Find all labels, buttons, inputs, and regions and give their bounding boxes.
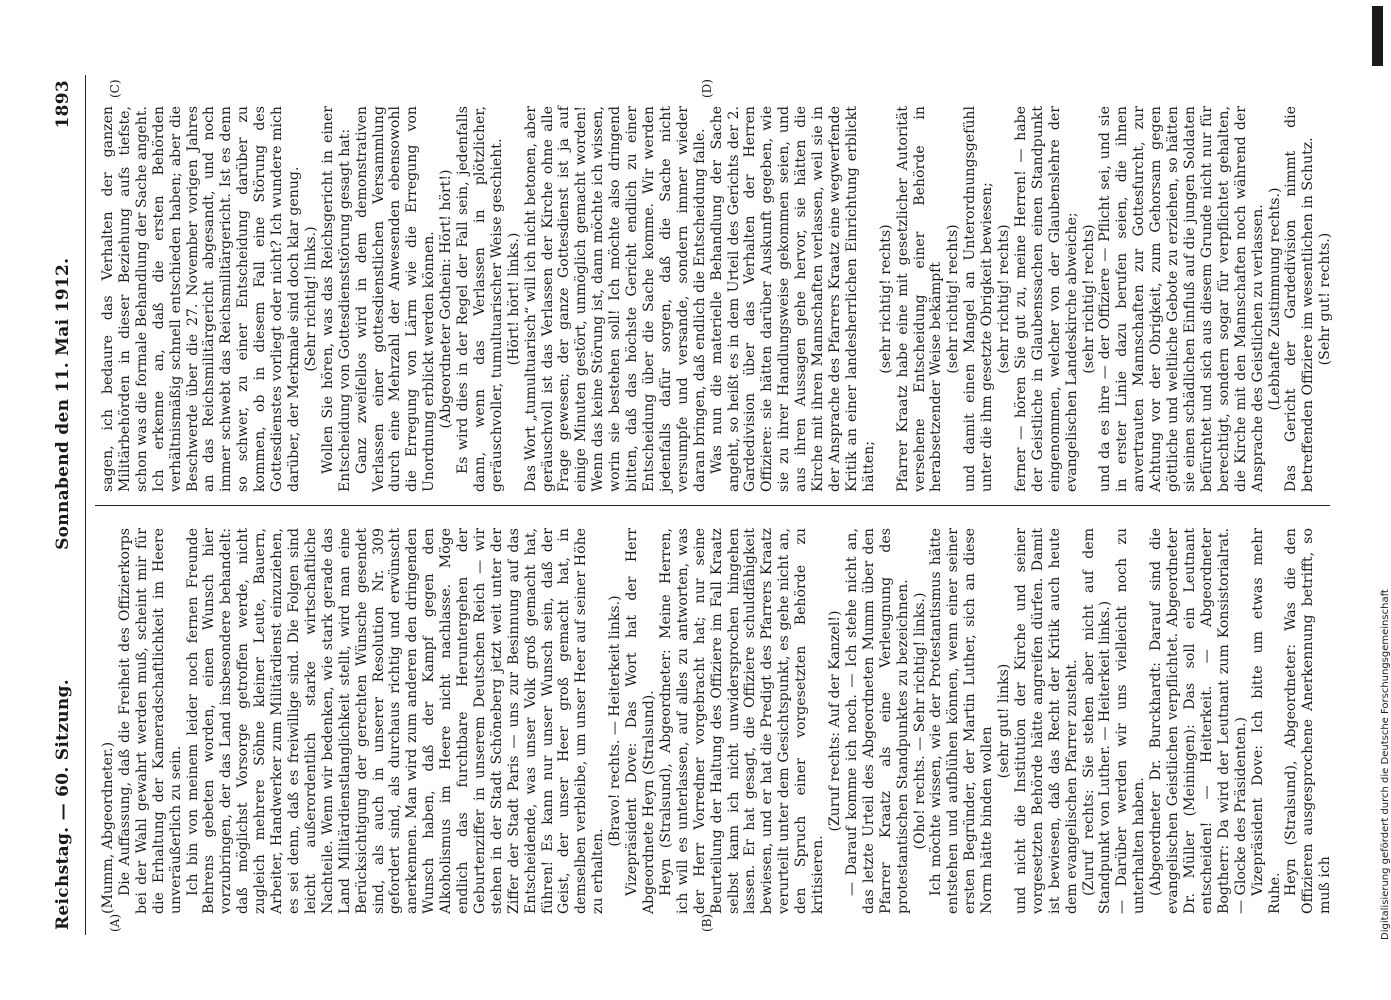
paragraph: und nicht die Institution der Kirche und seiner vorgesetzten Behörde hätte angreifen dürfen. Damit ist bewiesen, daß das Recht der Kritik auch heute dem evangelischen Pfarrer zusteht. bbox=[1012, 528, 1080, 914]
paragraph: Heyn (Stralsund), Abgeordneter: Meine Herren, ich will es unterlassen, auf alles zu antworten, was der Herr Vorredner vorgebracht hat; nur seine Beurteilung der Haltung des Offiziere im Fall Kraatz selbst kann ich nicht unwidersprochen hingehen lassen. Er hat gesagt, die Offiziere schuldfähigkeit bewiesen, und er hat die Predigt des Pfarrers Kraatz verurteilt unter dem Gesichtspunkt, es gehe nicht an, den Spruch einer vorgesetzten Behörde zu kritisieren. bbox=[657, 528, 827, 914]
header-rule bbox=[85, 75, 86, 935]
interjection: (sehr richtig! rechts) bbox=[877, 224, 894, 374]
interjection: (Abgeordneter Dr. Burckhardt: Darauf sind die evangelischen Geistlichen verpflichtet. Abgeordneter Dr. Müller (Meiningen): Das soll ein Leutnant entscheiden! — Heiterkeit. — Abgeordneter Bogtherr: Da wird der Leutnant zum Konsistorialrat. — Glocke des Präsidenten.) bbox=[1148, 528, 1249, 914]
dfg-logo: DFG bbox=[1372, 6, 1383, 66]
paragraph: Heyn (Stralsund), Abgeordneter: Was die den Offizieren ausgesprochene Anerkennung betrifft, so muß ich bbox=[1283, 528, 1334, 914]
paragraph: — Darüber werden wir uns vielleicht noch zu unterhalten haben. bbox=[1114, 528, 1148, 914]
margin-letter-c: (C) bbox=[108, 79, 122, 98]
right-column bbox=[100, 106, 1334, 492]
paragraph: (Mumm, Abgeordneter.) bbox=[100, 741, 116, 914]
paragraph: Vizepräsident Dove: Ich bitte um etwas mehr Ruhe. bbox=[1249, 528, 1283, 914]
paragraph: Ich möchte wissen, wie der Protestantismus hätte entstehen und aufblühen können, wenn einer seiner ersten Begründer, der Martin Luther, sich an diese Norm hätte binden wollen bbox=[928, 528, 996, 914]
column-rule bbox=[95, 505, 1330, 506]
interjection: (Oho! rechts. — Sehr richtig! links.) bbox=[911, 592, 928, 850]
page-header bbox=[48, 80, 78, 930]
interjection: (sehr richtig! rechts) bbox=[996, 224, 1013, 374]
interjection: (Sehr richtig! links.) bbox=[302, 226, 319, 372]
paragraph: und da es ihre — der Offiziere — Pflicht sei, und sie in erster Linie dazu berufen seien, die ihnen anvertrauten Mannschaften zur Gottesfurcht, zur Achtung vor der Obrigkeit, zum Gehorsam gegen göttliche und weltliche Gebote zu erziehen, so hätten sie einen schädlichen Einfluß auf die jungen Soldaten befürchtet und sich aus diesem Grunde nicht nur für berechtigt, sondern sogar für verpflichtet gehalten, die Kirche mit den Mannschaften noch während der Ansprache des Geistlichen zu verlassen. bbox=[1097, 106, 1266, 492]
header-left: Reichstag. — 60. Sitzung. bbox=[53, 679, 73, 930]
paragraph: ferner — hören Sie gut zu, meine Herren! — habe der Geistliche in Glaubenssachen einen Standpunkt eingenommen, welcher von der Glaubenslehre der evangelischen Landeskirche abweiche; bbox=[1012, 106, 1080, 492]
header-center: Sonnabend den 11. Mai 1912. bbox=[53, 257, 73, 550]
page-number: 1893 bbox=[53, 80, 73, 129]
margin-letter-a: (A) bbox=[108, 913, 122, 932]
paragraph: Die Auffassung, daß die Freiheit des Offizierkorps bei der Wahl gewahrt werden muß, scheint mir für die Erhaltung der Kameradschaftlichkeit im Heere unveräußerlich zu sein. bbox=[116, 528, 184, 914]
interjection: (sehr richtig! rechts) bbox=[945, 224, 962, 374]
paragraph: Was nun die materielle Behandlung der Sache angeht, so heißt es in dem Urteil des Gerichts der 2. Gardedivision über das Verhalten der Herren Offiziere: sie hätten darüber Auskunft gegeben, wie sie zu ihrer Handlungsweise gekommen seien, und aus ihren Aussagen gehe hervor, sie hätten die Kirche mit ihren Mannschaften verlassen, weil sie in der Ansprache des Pfarrers Kraatz eine wegwerfende Kritik an einer landesherrlichen Einrichtung erblickt hätten; bbox=[708, 106, 877, 492]
interjection: (Bravo! rechts. — Heiterkeit links.) bbox=[607, 595, 624, 847]
interjection: (Abgeordneter Gothein: Hört! hört!) bbox=[438, 169, 455, 429]
paragraph: Wollen Sie hören, was das Reichsgericht in einer Entscheidung von Gottesdienststörung gesagt hat: bbox=[319, 106, 353, 492]
margin-letter-d: (D) bbox=[700, 79, 714, 98]
paragraph: — Darauf komme ich noch. — Ich stehe nicht an, das letzte Urteil des Abgeordneten Mumm über den Pfarrer Kraatz als eine Verleugnung des protestantischen Standpunktes zu bezeichnen. bbox=[843, 528, 911, 914]
interjection: (sehr richtig! rechts) bbox=[1080, 224, 1097, 374]
quote: Es wird dies in der Regel der Fall sein, jedenfalls dann, wenn das Verlassen in plötzlicher, geräuschvoller, tumultuarischer Weise geschieht. bbox=[455, 106, 505, 492]
paragraph: Pfarrer Kraatz habe eine mit gesetzlicher Autorität versehene Entscheidung einer Behörde in herabsetzender Weise bekämpft bbox=[894, 106, 945, 492]
left-column bbox=[100, 528, 1334, 914]
paragraph: Ich bin von meinem leider noch fernen Freunde Behrens gebeten worden, einen Wunsch hier vorzubringen, der das Land insbesondere behandelt: daß möglichst Vorsorge getroffen werde, nicht zugleich mehrere Söhne kleiner Leute, Bauern, Arbeiter, Handwerker zum Militärdienst einzuziehen, es sei denn, daß es freiwillige sind. Die Folgen sind leicht außerordentlich starke wirtschaftliche Nachteile. Wenn wir bedenken, wie stark gerade das Land Militärdienstlanglichkeit stellt, wird man eine Berücksichtigung der gerechten Wünsche gesendet sind, als auch in unserer Resolution Nr. 309 gefordert sind, als durchaus richtig und erwünscht anerkennen. Man wird zum anderen den dringenden Wunsch haben, daß der Kampf gegen den Alkoholismus im Heere nicht nachlasse. Möge endlich das furchtbare Heruntergehen der Geburtenziffer in unserem Deutschen Reich — wir stehen in der Stadt Schöneberg jetzt weit unter der Ziffer der Stadt Paris — uns zur Besinnung auf das Entscheidende, was unser Volk groß gemacht hat, führen! Es kann nur unser Wunsch sein, daß der Geist, der unser Heer groß gemacht hat, in demselben verbleibe, um unser Heer auf seiner Höhe zu erhalten. bbox=[184, 528, 607, 914]
quote: Ganz zweifellos wird in dem demonstrativen Verlassen einer gottesdienstlichen Versammlung durch eine Mehrzahl der Anwesenden ebensowohl die Erregung von Lärm wie die Erregung von Unordnung erblickt werden können. bbox=[353, 106, 438, 492]
paragraph: sagen, ich bedaure das Verhalten der ganzen Militärbehörden in dieser Beziehung aufs tiefste, schon was die formale Behandlung der Sache angeht. Ich erkenne an, daß die ersten Behörden verhältnismäßig schnell entschieden haben; aber die Beschwerde über die 27. November vorigen Jahres an das Reichsmilitärgericht abgesandt, und noch immer schwebt das Reichsmilitärgericht. Ist es denn so schwer, zu einer Entscheidung darüber zu kommen, ob in diesem Fall eine Störung des Gottesdienstes vorliegt oder nicht? Ich wundere mich darüber, der Merkmale sind doch klar genug. bbox=[100, 106, 302, 492]
paragraph: und damit einen Mangel an Unterordnungsgefühl unter die ihm gesetzte Obrigkeit bewiesen; bbox=[962, 106, 996, 492]
credit-text: Digitalisierung gefördert durch die Deutsche Forschungsgemeinschaft bbox=[1380, 589, 1391, 940]
margin-letter-b: (B) bbox=[700, 913, 714, 932]
interjection: (sehr gut! links) bbox=[996, 663, 1013, 779]
credit-line bbox=[1368, 70, 1391, 970]
paragraph: Vizepräsident Dove: Das Wort hat der Herr Abgeordnete Heyn (Stralsund). bbox=[624, 528, 657, 914]
paragraph: Das Wort „tumultuarisch“ will ich nicht betonen, aber geräuschvoll ist das Verlassen der Kirche ohne alle Frage gewesen; der ganze Gottesdienst ist ja auf einige Minuten gestört, unmöglich gemacht worden! Wenn das keine Störung ist, dann möchte ich wissen, worin sie bestehen soll! Ich möchte also dringend bitten, daß das höchste Gericht endlich zu einer Entscheidung über die Sache komme. Wir werden jedenfalls dafür sorgen, daß die Sache nicht versumpfe und versande, sondern immer wieder daran bringen, daß endlich die Entscheidung falle. bbox=[522, 106, 708, 492]
interjection: (Zuruf rechts: Sie stehen aber nicht auf dem Standpunkt von Luther. — Heiterkeit links.) bbox=[1080, 528, 1114, 914]
paragraph: Das Gericht der Gardedivision nimmt die betreffenden Offiziere im wesentlichen in Schutz. bbox=[1283, 106, 1317, 492]
interjection: (Zuruf rechts: Auf der Kanzel!) bbox=[826, 610, 843, 832]
interjection: (Hört! hört! links.) bbox=[505, 232, 522, 366]
interjection: (Sehr gut! rechts.) bbox=[1317, 232, 1334, 366]
interjection: (Lebhafte Zustimmung rechts.) bbox=[1266, 187, 1283, 411]
